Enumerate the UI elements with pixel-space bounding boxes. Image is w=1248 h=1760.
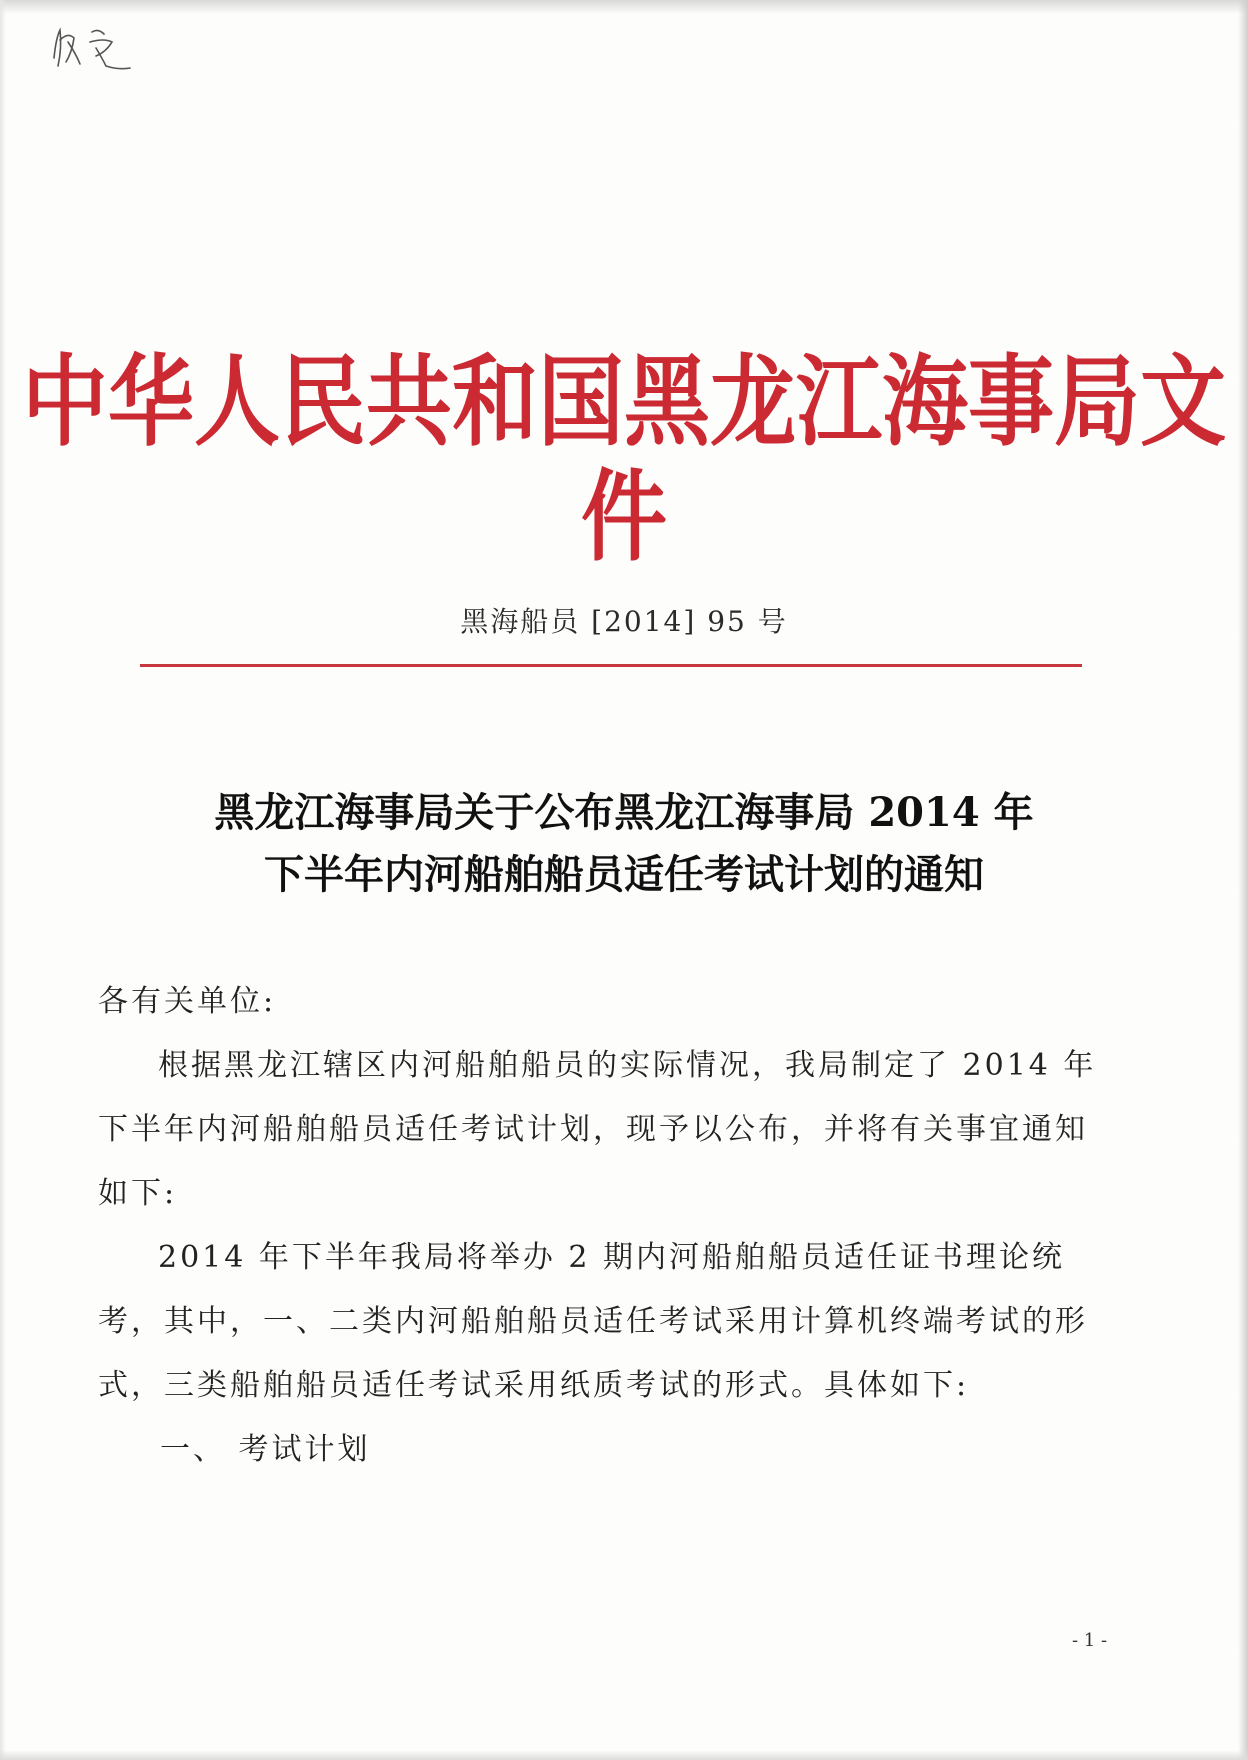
body-paragraph: 2014 年下半年我局将举办 2 期内河船舶船员适任证书理论统考，其中，一、二类内河船舶船员适任考试采用计算机终端考试的形式，三类船舶船员适任考试采用纸质考试的形式。具体如下: xyxy=(98,1240,1088,1403)
page-number: - 1 - xyxy=(1072,1630,1108,1651)
notice-title-line-2: 下半年内河船舶船员适任考试计划的通知 xyxy=(264,851,984,898)
scan-edge xyxy=(0,1750,1248,1760)
section-heading: 一、 考试计划 xyxy=(160,1432,371,1467)
body-paragraph: 根据黑龙江辖区内河船舶船员的实际情况，我局制定了 2014 年下半年内河船舶船员适任考试计划，现予以公布，并将有关事宜通知如下: xyxy=(98,1048,1097,1211)
document-number: 黑海船员 [2014] 95 号 xyxy=(460,605,788,638)
document-header-title: 中华人民共和国黑龙江海事局文件 xyxy=(22,345,1226,575)
handwritten-signature xyxy=(46,18,146,78)
scan-edge xyxy=(0,0,1248,14)
red-divider-line xyxy=(140,664,1082,667)
notice-title xyxy=(0,782,1248,906)
notice-title-line-1: 黑龙江海事局关于公布黑龙江海事局 2014 年 xyxy=(214,789,1034,836)
salutation: 各有关单位: xyxy=(98,984,277,1019)
notice-body xyxy=(98,970,1118,1482)
